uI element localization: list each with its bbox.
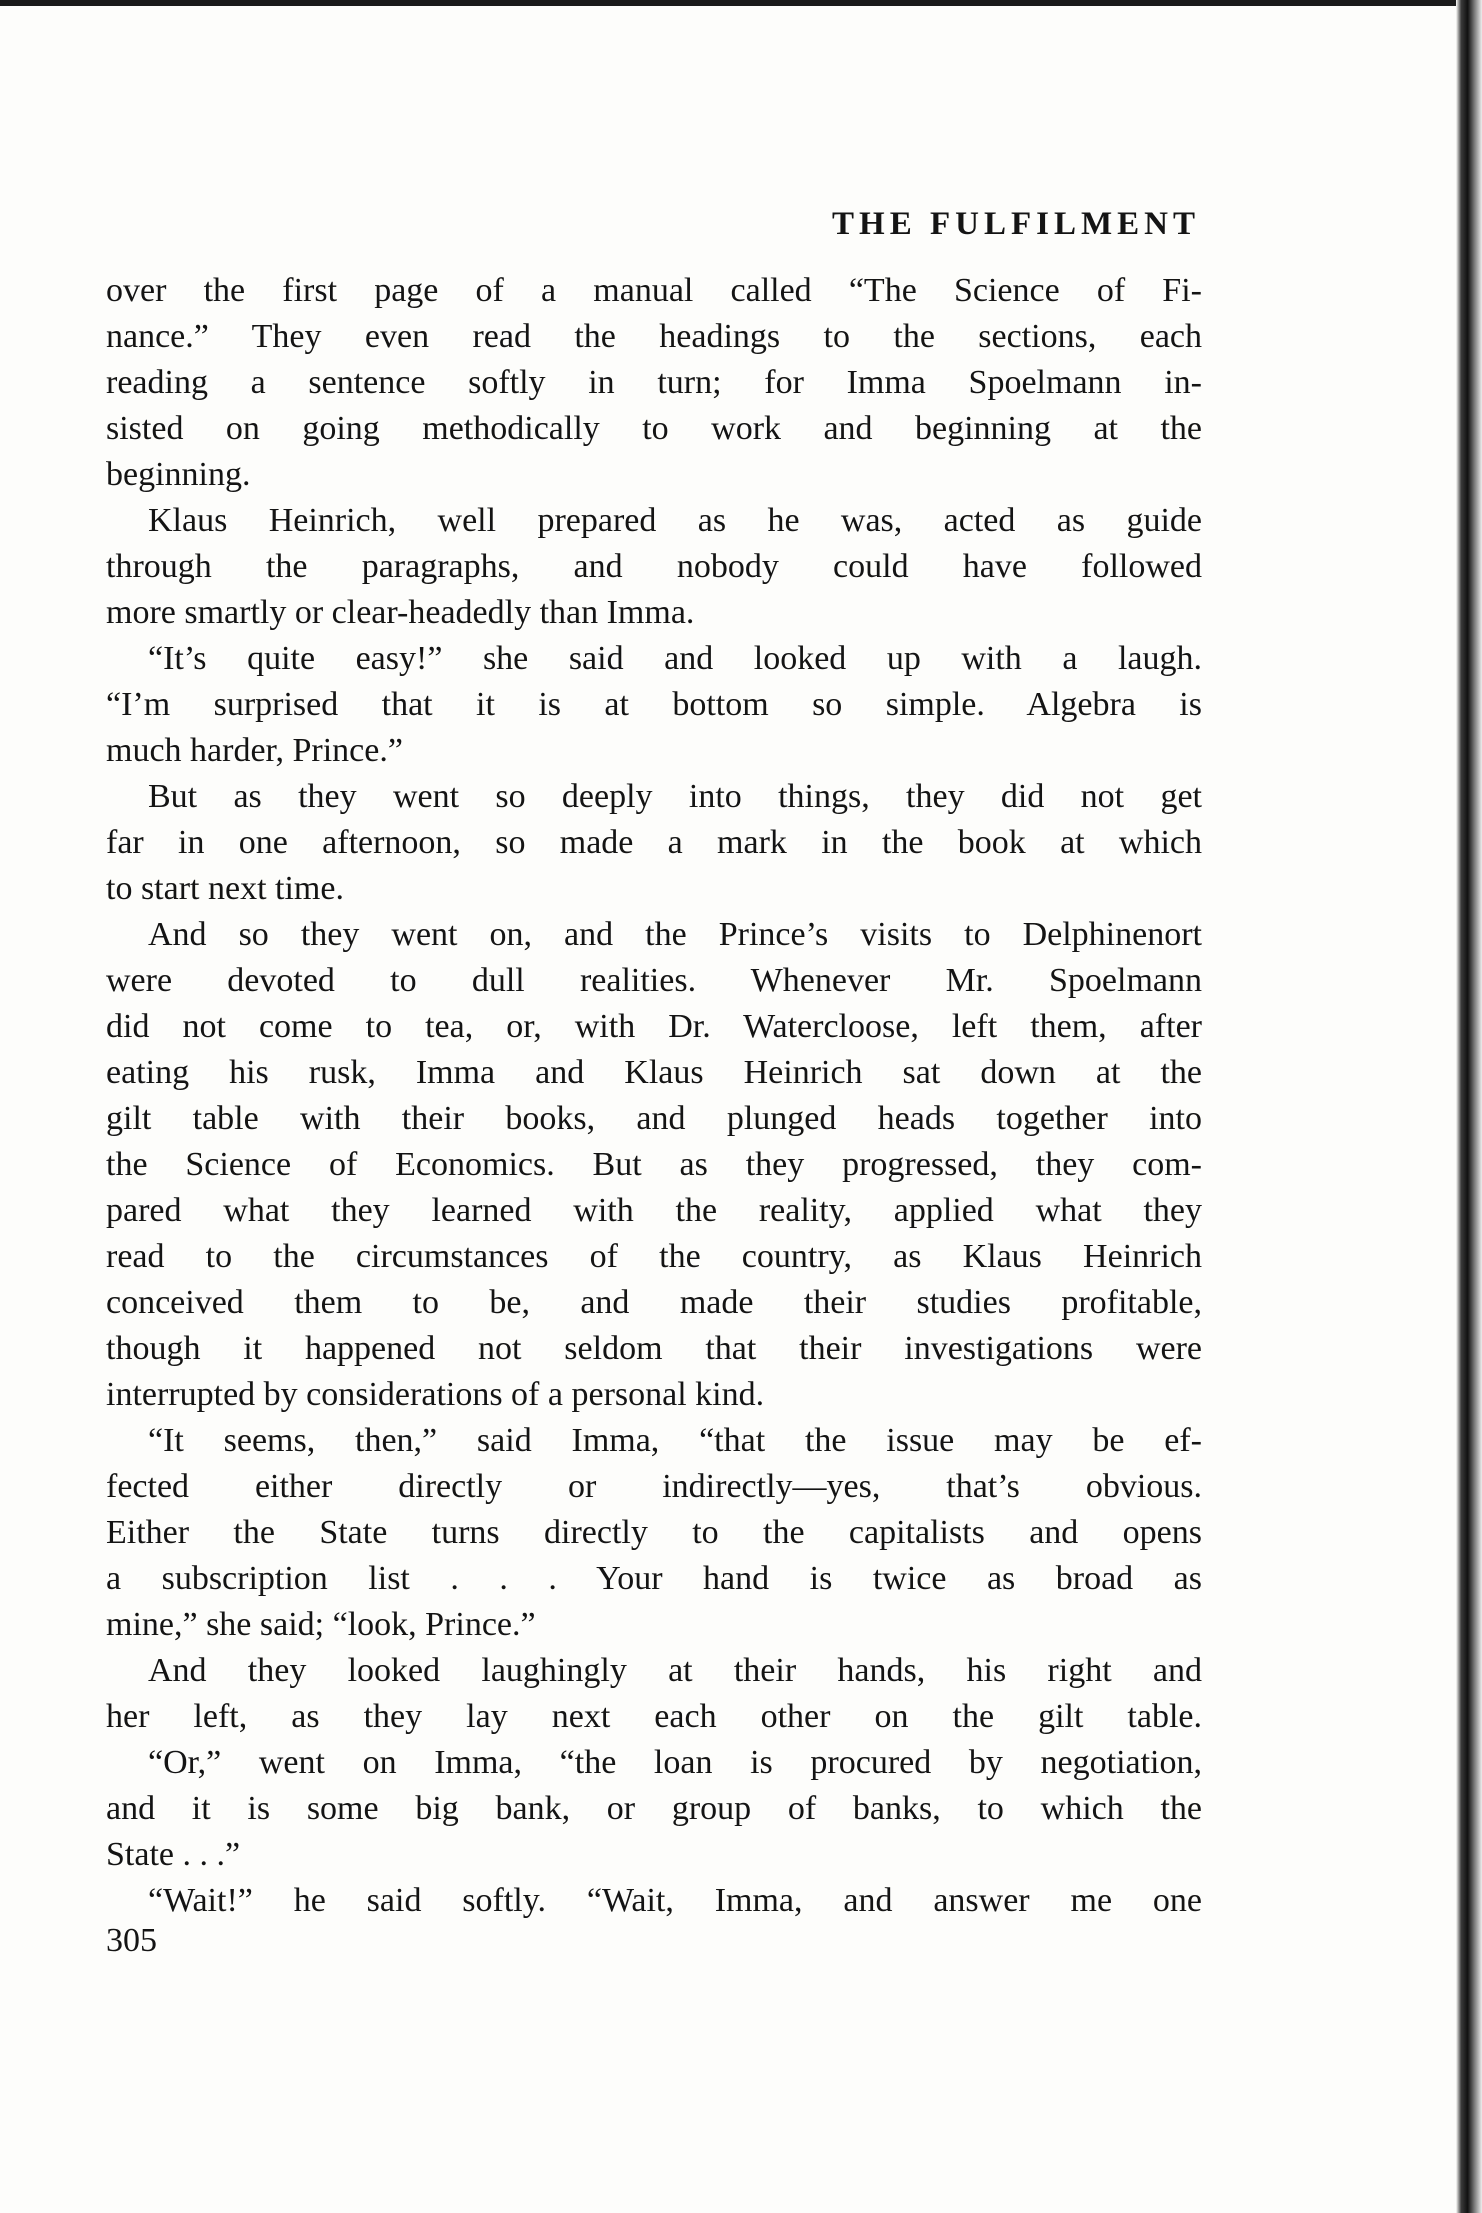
text-line: interrupted by considerations of a personal kind. (106, 1376, 765, 1413)
text-line: to start next time. (106, 870, 344, 907)
text-line: “It seems, then,” said Imma, “that the issue may be ef- (148, 1422, 1202, 1459)
text-line: And they looked laughingly at their hands, his right and (148, 1652, 1202, 1689)
text-line: beginning. (106, 456, 251, 493)
text-line: “I’m surprised that it is at bottom so simple. Algebra is (106, 686, 1202, 723)
text-line: read to the circumstances of the country, as Klaus Heinrich (106, 1238, 1202, 1275)
body-text (106, 268, 1202, 1924)
text-line: fected either directly or indirectly—yes, that’s obvious. (106, 1468, 1202, 1505)
text-line: mine,” she said; “look, Prince.” (106, 1606, 536, 1643)
running-head: THE FULFILMENT (832, 206, 1200, 242)
text-line: eating his rusk, Imma and Klaus Heinrich sat down at the (106, 1054, 1202, 1091)
text-line: But as they went so deeply into things, they did not get (148, 778, 1202, 815)
text-line: And so they went on, and the Prince’s visits to Delphinenort (148, 916, 1202, 953)
text-line: over the first page of a manual called “The Science of Fi- (106, 272, 1202, 309)
text-line: “It’s quite easy!” she said and looked up with a laugh. (148, 640, 1202, 677)
text-line: conceived them to be, and made their studies profitable, (106, 1284, 1202, 1321)
text-line: more smartly or clear-headedly than Imma. (106, 594, 695, 631)
text-line: State . . .” (106, 1836, 241, 1873)
text-line: a subscription list . . . Your hand is twice as broad as (106, 1560, 1202, 1597)
text-line: “Wait!” he said softly. “Wait, Imma, and answer me one (148, 1882, 1202, 1919)
page-top-edge (0, 0, 1482, 6)
text-line: though it happened not seldom that their investigations were (106, 1330, 1202, 1367)
text-line: through the paragraphs, and nobody could have followed (106, 548, 1202, 585)
text-line: far in one afternoon, so made a mark in the book at which (106, 824, 1202, 861)
text-line: her left, as they lay next each other on the gilt table. (106, 1698, 1202, 1735)
text-line: pared what they learned with the reality, applied what they (106, 1192, 1202, 1229)
book-spine-edge (1456, 0, 1482, 2213)
text-line: reading a sentence softly in turn; for Imma Spoelmann in- (106, 364, 1202, 401)
text-line: nance.” They even read the headings to the sections, each (106, 318, 1202, 355)
text-line: Either the State turns directly to the capitalists and opens (106, 1514, 1202, 1551)
text-line: were devoted to dull realities. Whenever Mr. Spoelmann (106, 962, 1202, 999)
text-line: much harder, Prince.” (106, 732, 403, 769)
text-line: the Science of Economics. But as they progressed, they com- (106, 1146, 1202, 1183)
text-line: gilt table with their books, and plunged heads together into (106, 1100, 1202, 1137)
text-line: Klaus Heinrich, well prepared as he was, acted as guide (148, 502, 1202, 539)
text-line: did not come to tea, or, with Dr. Watercloose, left them, after (106, 1008, 1202, 1045)
text-line: “Or,” went on Imma, “the loan is procured by negotiation, (148, 1744, 1202, 1781)
page-number: 305 (106, 1922, 157, 1959)
text-line: sisted on going methodically to work and beginning at the (106, 410, 1202, 447)
text-line: and it is some big bank, or group of banks, to which the (106, 1790, 1202, 1827)
